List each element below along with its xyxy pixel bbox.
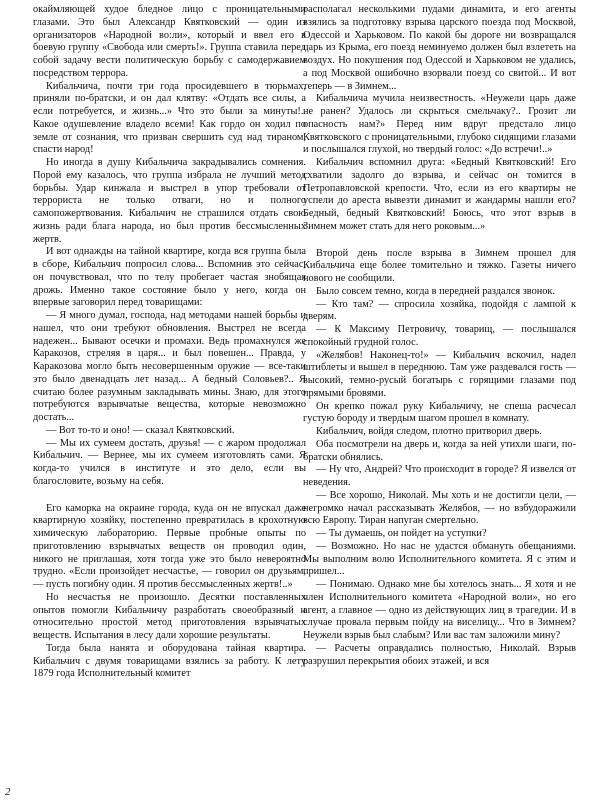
paragraph: Кибальчич вспомнил друга: «Бедный Квятковский! Его схватили задолго до взрыва, и сейчас он томится в Петропавловской крепости. Что, если из его квартиры не успели до ареста вывезти динамит и жандармы нашли его? Бедный, бедный Квятковский! Боюсь, что этот взрыв в Зимнем может стать для него роковым...» — [303, 157, 576, 232]
paragraph: «Желябов! Наконец-то!» — Кибальчич вскочил, надел штиблеты и вышел в переднюю. Там уже раздевался гость — высокий, темно-русый богатырь с горящими глазами под прямыми бровями. — [303, 349, 576, 399]
paragraph: — К Максиму Петровичу, товарищ, — послышался спокойный грудной голос. — [303, 324, 576, 348]
paragraph: Кибальчича, почти три года просидевшего в тюрьмах, приняли по-братски, и он дал клятву: «Отдать все силы, а если потребуется, и жизнь...» Что это были за минуты!.. Какое одушевление владело всеми! Как гордо он ходил по земле от сознания, что призван свершить суд над тираном, спасти народ! — [33, 80, 306, 156]
paragraph: — Ты думаешь, он пойдет на уступки? — [316, 528, 487, 539]
paragraph: Оба посмотрели на дверь и, когда за ней утихли шаги, по-братски обнялись. — [303, 438, 576, 463]
paragraph: И вот однажды на тайной квартире, когда вся группа была в сборе, Кибальчич попросил слова... Вспомнив это сейчас, он почувствовал, что по телу пробегает частая знобящая дрожь. Именно такое состояние было у него, когда он впервые заговорил перед товарищами: — [33, 246, 306, 309]
paragraph: Второй день после взрыва в Зимнем прошел для Кибальчича еще более томительно и тяжко. Газеты ничего нового не сообщили. — [303, 247, 576, 284]
paragraph: — Кто там? — спросила хозяйка, подойдя с лампой к дверям. — [303, 298, 576, 323]
paragraph: Было совсем темно, когда в передней раздался звонок. — [316, 285, 555, 297]
paragraph: Кибальчич, войдя следом, плотно притворил дверь. — [316, 426, 542, 437]
paragraph: Кибальчича мучила неизвестность. «Неужели царь даже не ранен? Удалось ли скрыться смельчаку?.. Грозит ли опасность нам?» Перед ним вдруг предстало лицо Квятковского с проницательными, глубоко сидящими глазами и послышался глухой, но твердый голос: «До встречи!..» — [303, 93, 576, 156]
paragraph: — Вот то-то и оно! — сказал Квятковский. — [46, 424, 235, 436]
left-text-column — [33, 4, 306, 681]
paragraph: Он крепко пожал руку Кибальчичу, не спеша расчесал густую бороду и твердым шагом прошел в комнату. — [303, 400, 576, 425]
right-text-column — [303, 4, 576, 668]
paragraph: Его каморка на окраине города, куда он не впускал даже квартирную хозяйку, постепенно превратилась в крохотную химическую лабораторию. Первые пробные опыты по приготовлению взрывчатых веществ он проводил один, никого не приглашая, хотя тогда уже это было невероятно трудно. «Если произойдет несчастье, — говорил он друзьям, — пусть погибну один. Я против бессмысленных жертв!..» — [33, 502, 306, 590]
paragraph: — Все хорошо, Николай. Мы хоть и не достигли цели, — негромко начал рассказывать Желябов, — но взбудоражили всю Европу. Тиран напуган смертельно. — [303, 489, 576, 527]
paragraph: — Мы их сумеем достать, друзья! — с жаром продолжал Кибальчич. — Вернее, мы их сумеем изготовлять сами. Я когда-то учился в институте и это дело, если вы благословите, возьму на себя. — [33, 437, 306, 487]
paragraph: — Возможно. Но нас не удастся обмануть обещаниями. Мы выполним волю Исполнительного комитета. Я с этим и пришел... — [303, 540, 576, 578]
paragraph: располагал несколькими пудами динамита, и его агенты взялись за подготовку взрыва царского поезда под Москвой, Одессой и Харьковом. По какой бы дороге ни возвращался царь из Крыма, его поезд неминуемо должен был взлететь на воздух. Но покушения под Одессой и Харьковом не удались, а под Москвой ошибочно взорвали поезд со свитой... И вот теперь — в Зимнем... — [303, 4, 576, 92]
paragraph: — Я много думал, господа, над методами нашей борьбы и нашел, что они требуют обновления. Выстрел не всегда надежен... Бывают осечки и промахи. Ведь промахнулся же Каракозов, стреляя в царя... и был повешен... Правда, у Каракозова могло быть несовершенным оружие — все-таки это было двенадцать лет назад... А бедный Соловьев?.. Я считаю более разумным закладывать мины. Знаю, для этого потребуются взрывчатые вещества, которые невозможно достать... — [33, 310, 306, 423]
paragraph: — Ну что, Андрей? Что происходит в городе? Я извелся от неведения. — [303, 464, 576, 488]
page-number: 2 — [5, 786, 11, 798]
paragraph: — Расчеты оправдались полностью, Николай. Взрыв разрушил перекрытия обоих этажей, и вся — [303, 642, 576, 667]
paragraph: Но иногда в душу Кибальчича закрадывались сомнения. Порой ему казалось, что группа избрала не лучший метод борьбы. Удар кинжала и выстрел в упор требовали от террориста не только отваги, но и полного самопожертвования. Кибальчич не страшился отдать свою жизнь ради блага народа, но был против бессмысленных жертв. — [33, 157, 306, 245]
paragraph: Но несчастья не произошло. Десятки поставленных опытов помогли Кибальчичу разработать своеобразный и относительно простой метод приготовления взрывчатых веществ. Испытания в лесу дали хорошие результаты. — [33, 591, 306, 641]
paragraph: — Понимаю. Однако мне бы хотелось знать... Я хотя и не член Исполнительного комитета «Народной воли», но его агент, а главное — одно из действующих лиц в трагедии. И в случае провала первым пойду на виселицу... Что в Зимнем? Неужели взрыв был слабым? Или вас там заложили мину? — [303, 579, 576, 641]
paragraph: Тогда была нанята и оборудована тайная квартира. Кибальчич с двумя товарищами взялись за работу. К лету 1879 года Исполнительный комитет — [33, 642, 306, 680]
paragraph: окаймляющей худое бледное лицо с проницательными глазами. Это был Александр Квятковский — один из организаторов «Народной во:ли», который и ввел его в боевую группу «Свобода или смерть!». Группа ставила перед собой задачу вести политическую борьбу с самодержавием посредством террора. — [33, 4, 306, 79]
